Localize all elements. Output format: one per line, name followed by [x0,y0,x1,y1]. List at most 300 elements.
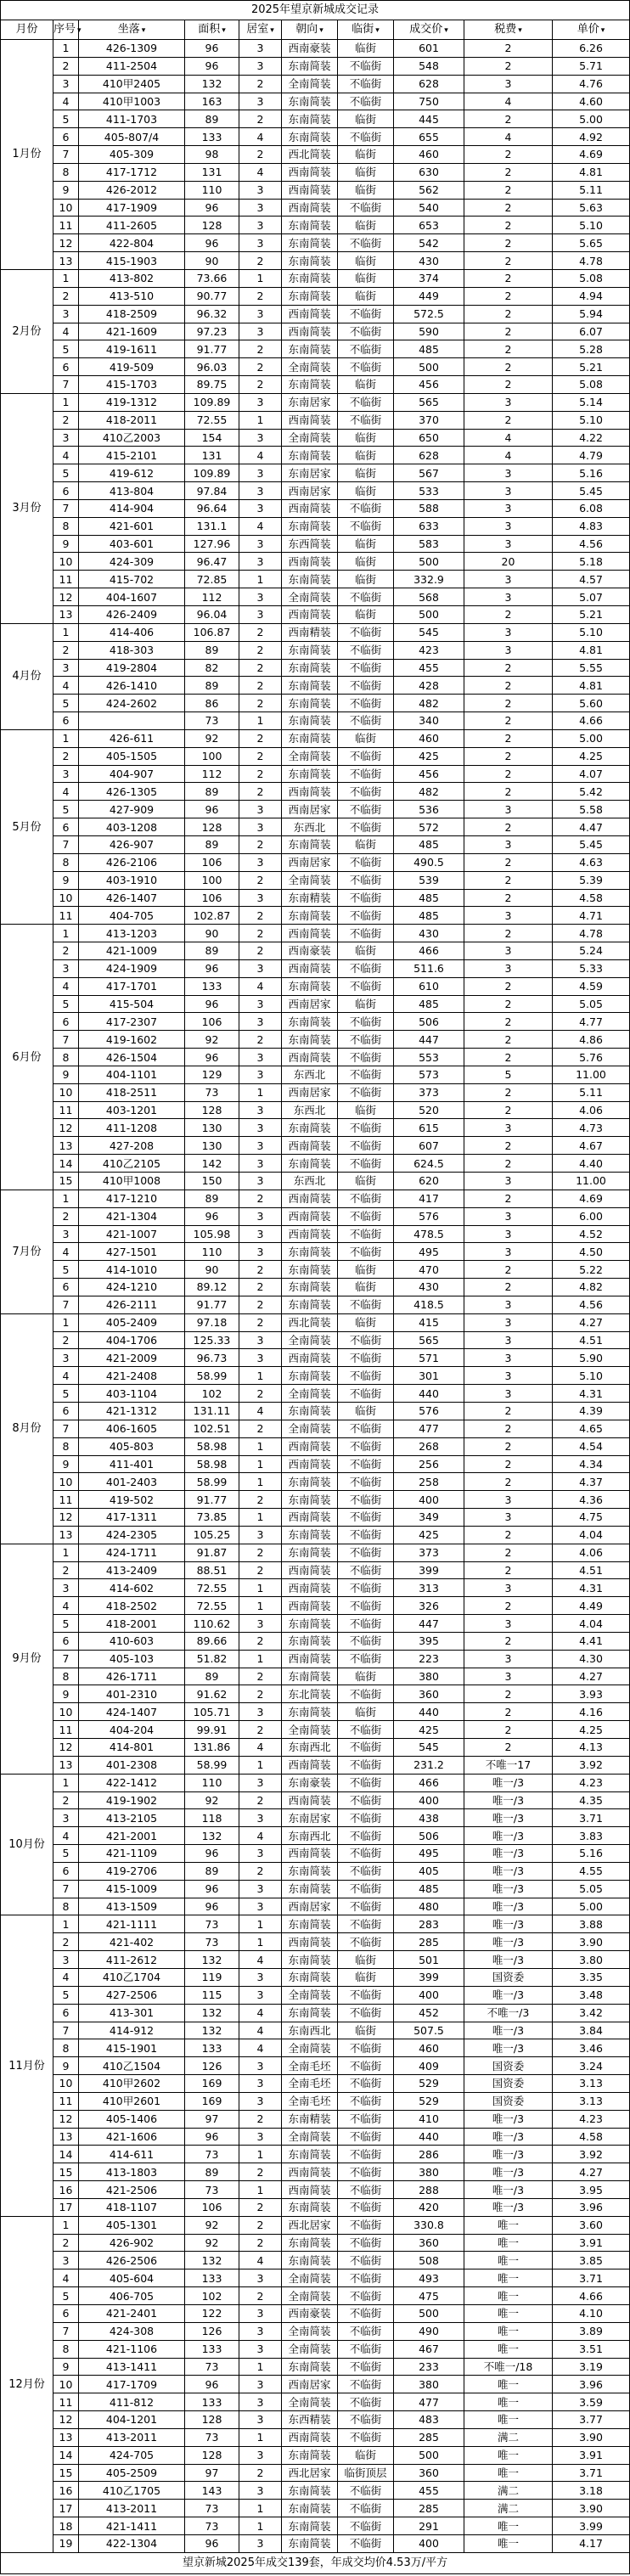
month-cell[interactable]: 11月份 [1,1915,53,2216]
area-cell[interactable]: 105.71 [185,1703,239,1721]
index-cell[interactable]: 7 [53,1880,79,1898]
rooms-cell[interactable]: 1 [239,411,282,429]
orientation-cell[interactable]: 东南简装 [282,977,338,995]
header-location[interactable] [79,20,185,40]
index-cell[interactable]: 17 [53,2500,79,2517]
tax-cell[interactable]: 唯一/3 [464,1986,553,2004]
location-cell[interactable]: 426-2409 [79,606,185,624]
area-cell[interactable]: 110.62 [185,1615,239,1633]
street-cell[interactable]: 不临街 [338,623,394,641]
orientation-cell[interactable]: 东南西北 [282,2022,338,2039]
tax-cell[interactable]: 3 [464,75,553,93]
location-cell[interactable]: 419-509 [79,358,185,376]
orientation-cell[interactable]: 东南简装 [282,1668,338,1685]
location-cell[interactable]: 419-1602 [79,1031,185,1049]
unit-price-cell[interactable]: 3.71 [553,2269,630,2287]
price-cell[interactable]: 548 [394,57,464,75]
unit-price-cell[interactable]: 4.65 [553,1420,630,1437]
street-cell[interactable]: 不临街 [338,2057,394,2075]
price-cell[interactable]: 399 [394,1561,464,1579]
index-cell[interactable]: 10 [53,1473,79,1491]
orientation-cell[interactable]: 东南西北 [282,1739,338,1757]
orientation-cell[interactable]: 东南简装 [282,2534,338,2552]
tax-cell[interactable]: 2 [464,783,553,801]
rooms-cell[interactable]: 1 [239,1509,282,1527]
filter-dropdown-icon[interactable]: ▾ [600,25,605,35]
orientation-cell[interactable]: 东南简装 [282,1862,338,1880]
price-cell[interactable]: 490 [394,2322,464,2340]
unit-price-cell[interactable]: 6.07 [553,323,630,340]
price-cell[interactable]: 460 [394,146,464,164]
index-cell[interactable]: 10 [53,1703,79,1721]
unit-price-cell[interactable]: 5.18 [553,553,630,571]
price-cell[interactable]: 485 [394,340,464,358]
location-cell[interactable]: 403-601 [79,535,185,553]
tax-cell[interactable]: 3 [464,835,553,853]
index-cell[interactable]: 9 [53,2358,79,2376]
orientation-cell[interactable]: 东南简装 [282,641,338,659]
index-cell[interactable]: 8 [53,1898,79,1915]
street-cell[interactable]: 临街 [338,269,394,287]
area-cell[interactable]: 86 [185,695,239,712]
unit-price-cell[interactable]: 4.47 [553,818,630,836]
street-cell[interactable]: 不临街 [338,1243,394,1261]
street-cell[interactable]: 临街 [338,942,394,960]
filter-dropdown-icon[interactable]: ▾ [141,25,146,35]
street-cell[interactable]: 临街 [338,163,394,181]
street-cell[interactable]: 临街 [338,1703,394,1721]
orientation-cell[interactable]: 东南简装 [282,1615,338,1633]
area-cell[interactable]: 105.25 [185,1526,239,1544]
price-cell[interactable]: 440 [394,2128,464,2146]
street-cell[interactable]: 不临街 [338,2128,394,2146]
tax-cell[interactable]: 3 [464,942,553,960]
unit-price-cell[interactable]: 3.46 [553,2039,630,2057]
tax-cell[interactable]: 2 [464,358,553,376]
street-cell[interactable]: 不临街 [338,2039,394,2057]
location-cell[interactable]: 405-1301 [79,2216,185,2234]
month-cell[interactable]: 5月份 [1,729,53,924]
orientation-cell[interactable]: 东南简装 [282,1296,338,1313]
street-cell[interactable]: 临街 [338,1402,394,1420]
index-cell[interactable]: 5 [53,1986,79,2004]
unit-price-cell[interactable]: 5.76 [553,1049,630,1066]
tax-cell[interactable]: 4 [464,429,553,447]
location-cell[interactable]: 421-1009 [79,942,185,960]
location-cell[interactable]: 410甲2602 [79,2075,185,2093]
orientation-cell[interactable]: 东南简装 [282,447,338,464]
unit-price-cell[interactable]: 4.31 [553,1579,630,1597]
index-cell[interactable]: 5 [53,464,79,482]
index-cell[interactable]: 3 [53,305,79,323]
index-cell[interactable]: 5 [53,1261,79,1279]
index-cell[interactable]: 8 [53,517,79,535]
area-cell[interactable]: 169 [185,2075,239,2093]
tax-cell[interactable]: 3 [464,641,553,659]
price-cell[interactable]: 223 [394,1650,464,1668]
area-cell[interactable]: 89 [185,1190,239,1207]
orientation-cell[interactable]: 全南简装 [282,2128,338,2146]
orientation-cell[interactable]: 西南简装 [282,2163,338,2181]
unit-price-cell[interactable]: 5.00 [553,110,630,128]
tax-cell[interactable]: 3 [464,1173,553,1190]
street-cell[interactable]: 不临街 [338,1579,394,1597]
unit-price-cell[interactable]: 4.10 [553,2305,630,2323]
location-cell[interactable]: 421-1109 [79,1845,185,1863]
orientation-cell[interactable]: 全南简装 [282,2287,338,2305]
area-cell[interactable]: 131 [185,163,239,181]
tax-cell[interactable]: 唯一/3 [464,2146,553,2163]
tax-cell[interactable]: 3 [464,1296,553,1313]
price-cell[interactable]: 477 [394,1420,464,1437]
unit-price-cell[interactable]: 3.90 [553,2500,630,2517]
orientation-cell[interactable]: 全南毛坯 [282,2057,338,2075]
area-cell[interactable]: 82 [185,659,239,677]
location-cell[interactable]: 410乙1704 [79,1968,185,1986]
price-cell[interactable]: 417 [394,1190,464,1207]
orientation-cell[interactable]: 东南简装 [282,729,338,747]
unit-price-cell[interactable]: 3.89 [553,2322,630,2340]
street-cell[interactable]: 不临街 [338,1986,394,2004]
location-cell[interactable]: 411-1703 [79,110,185,128]
street-cell[interactable]: 不临街 [338,1774,394,1791]
header-rooms[interactable] [239,20,282,40]
price-cell[interactable]: 291 [394,2517,464,2535]
tax-cell[interactable]: 3 [464,464,553,482]
tax-cell[interactable]: 唯一 [464,2340,553,2358]
rooms-cell[interactable]: 3 [239,889,282,907]
tax-cell[interactable]: 2 [464,729,553,747]
orientation-cell[interactable]: 全南简装 [282,358,338,376]
tax-cell[interactable]: 唯一 [464,2216,553,2234]
index-cell[interactable]: 12 [53,1119,79,1137]
index-cell[interactable]: 7 [53,2322,79,2340]
orientation-cell[interactable]: 东南简装 [282,1544,338,1561]
rooms-cell[interactable]: 2 [239,765,282,783]
street-cell[interactable]: 不临街 [338,853,394,871]
street-cell[interactable]: 不临街 [338,1367,394,1385]
rooms-cell[interactable]: 3 [239,1155,282,1173]
orientation-cell[interactable]: 西南简装 [282,1579,338,1597]
location-cell[interactable]: 410甲2601 [79,2092,185,2110]
index-cell[interactable]: 9 [53,1455,79,1473]
rooms-cell[interactable]: 2 [239,2110,282,2128]
tax-cell[interactable]: 3 [464,499,553,517]
location-cell[interactable]: 417-1909 [79,199,185,217]
filter-dropdown-icon[interactable]: ▾ [77,25,82,35]
orientation-cell[interactable]: 全南简装 [282,1420,338,1437]
location-cell[interactable]: 417-1701 [79,977,185,995]
street-cell[interactable]: 不临街 [338,2305,394,2323]
unit-price-cell[interactable]: 3.24 [553,2057,630,2075]
rooms-cell[interactable]: 3 [239,1137,282,1155]
index-cell[interactable]: 9 [53,181,79,199]
rooms-cell[interactable]: 2 [239,1296,282,1313]
area-cell[interactable]: 133 [185,128,239,146]
unit-price-cell[interactable]: 5.90 [553,1349,630,1367]
tax-cell[interactable]: 2 [464,1739,553,1757]
index-cell[interactable]: 8 [53,1049,79,1066]
location-cell[interactable]: 421-2401 [79,2305,185,2323]
price-cell[interactable]: 340 [394,712,464,730]
street-cell[interactable]: 不临街 [338,1349,394,1367]
street-cell[interactable]: 不临街 [338,1597,394,1615]
location-cell[interactable]: 413-2011 [79,2500,185,2517]
street-cell[interactable]: 临街 [338,535,394,553]
unit-price-cell[interactable]: 4.25 [553,1721,630,1739]
area-cell[interactable]: 130 [185,1119,239,1137]
location-cell[interactable]: 405-103 [79,1650,185,1668]
unit-price-cell[interactable]: 4.81 [553,641,630,659]
rooms-cell[interactable]: 3 [239,1049,282,1066]
unit-price-cell[interactable]: 3.90 [553,2428,630,2446]
orientation-cell[interactable]: 东南简装 [282,677,338,695]
index-cell[interactable]: 5 [53,1615,79,1633]
location-cell[interactable]: 418-2511 [79,1083,185,1101]
rooms-cell[interactable]: 3 [239,181,282,199]
location-cell[interactable]: 415-2101 [79,447,185,464]
area-cell[interactable]: 96.64 [185,499,239,517]
unit-price-cell[interactable]: 4.83 [553,517,630,535]
unit-price-cell[interactable]: 5.14 [553,393,630,411]
unit-price-cell[interactable]: 4.22 [553,429,630,447]
month-cell[interactable]: 7月份 [1,1190,53,1313]
orientation-cell[interactable]: 东南简装 [282,1951,338,1969]
area-cell[interactable]: 92 [185,2216,239,2234]
unit-price-cell[interactable]: 5.08 [553,269,630,287]
street-cell[interactable]: 不临街 [338,1420,394,1437]
street-cell[interactable]: 不临街 [338,1739,394,1757]
price-cell[interactable]: 480 [394,1898,464,1915]
orientation-cell[interactable]: 东西北 [282,1066,338,1083]
location-cell[interactable]: 410乙1705 [79,2482,185,2500]
street-cell[interactable]: 不临街 [338,1437,394,1455]
orientation-cell[interactable]: 东南简装 [282,269,338,287]
index-cell[interactable]: 4 [53,2269,79,2287]
area-cell[interactable]: 132 [185,1827,239,1845]
price-cell[interactable]: 373 [394,1544,464,1561]
rooms-cell[interactable]: 3 [239,1349,282,1367]
index-cell[interactable]: 7 [53,499,79,517]
price-cell[interactable]: 607 [394,1137,464,1155]
rooms-cell[interactable]: 3 [239,2393,282,2411]
orientation-cell[interactable]: 西南简装 [282,783,338,801]
location-cell[interactable]: 403-1910 [79,871,185,889]
location-cell[interactable]: 413-1803 [79,2163,185,2181]
index-cell[interactable]: 13 [53,1137,79,1155]
location-cell[interactable]: 405-803 [79,1437,185,1455]
price-cell[interactable]: 285 [394,2428,464,2446]
unit-price-cell[interactable]: 5.16 [553,464,630,482]
index-cell[interactable]: 6 [53,2305,79,2323]
tax-cell[interactable]: 国资委 [464,2057,553,2075]
location-cell[interactable]: 419-2804 [79,659,185,677]
street-cell[interactable]: 不临街 [338,2428,394,2446]
orientation-cell[interactable]: 西南居家 [282,995,338,1013]
unit-price-cell[interactable]: 5.94 [553,305,630,323]
rooms-cell[interactable]: 3 [239,2057,282,2075]
street-cell[interactable]: 不临街 [338,75,394,93]
area-cell[interactable]: 109.89 [185,393,239,411]
unit-price-cell[interactable]: 6.08 [553,499,630,517]
location-cell[interactable]: 413-2011 [79,2428,185,2446]
index-cell[interactable]: 11 [53,217,79,234]
location-cell[interactable]: 405-1406 [79,2110,185,2128]
street-cell[interactable]: 临街 [338,429,394,447]
orientation-cell[interactable]: 东南简装 [282,1526,338,1544]
tax-cell[interactable]: 3 [464,1668,553,1685]
filter-dropdown-icon[interactable]: ▾ [270,25,274,35]
street-cell[interactable]: 临街 [338,1313,394,1331]
orientation-cell[interactable]: 西南简装 [282,1437,338,1455]
index-cell[interactable]: 1 [53,1774,79,1791]
area-cell[interactable]: 150 [185,1173,239,1190]
street-cell[interactable]: 不临街 [338,712,394,730]
tax-cell[interactable]: 3 [464,801,553,818]
street-cell[interactable]: 不临街 [338,2269,394,2287]
tax-cell[interactable]: 不唯一17 [464,1756,553,1774]
tax-cell[interactable]: 唯一 [464,2305,553,2323]
location-cell[interactable]: 415-504 [79,995,185,1013]
orientation-cell[interactable]: 西北简装 [282,1313,338,1331]
price-cell[interactable]: 750 [394,93,464,110]
tax-cell[interactable]: 2 [464,1420,553,1437]
unit-price-cell[interactable]: 5.21 [553,358,630,376]
rooms-cell[interactable]: 4 [239,2252,282,2269]
index-cell[interactable]: 10 [53,1083,79,1101]
index-cell[interactable]: 13 [53,1526,79,1544]
price-cell[interactable]: 360 [394,2464,464,2482]
rooms-cell[interactable]: 1 [239,2358,282,2376]
location-cell[interactable]: 426-1305 [79,783,185,801]
header-unit-price[interactable] [553,20,630,40]
price-cell[interactable]: 485 [394,907,464,925]
unit-price-cell[interactable]: 3.42 [553,2004,630,2022]
unit-price-cell[interactable]: 4.49 [553,1597,630,1615]
location-cell[interactable]: 421-601 [79,517,185,535]
unit-price-cell[interactable]: 3.13 [553,2092,630,2110]
index-cell[interactable]: 5 [53,995,79,1013]
location-cell[interactable]: 414-406 [79,623,185,641]
rooms-cell[interactable]: 3 [239,1526,282,1544]
area-cell[interactable]: 106 [185,889,239,907]
area-cell[interactable]: 106 [185,1013,239,1031]
tax-cell[interactable]: 唯一/3 [464,1862,553,1880]
price-cell[interactable]: 460 [394,2039,464,2057]
orientation-cell[interactable]: 东南简装 [282,765,338,783]
price-cell[interactable]: 466 [394,942,464,960]
price-cell[interactable]: 395 [394,1632,464,1650]
area-cell[interactable]: 73.85 [185,1509,239,1527]
unit-price-cell[interactable]: 4.71 [553,907,630,925]
price-cell[interactable]: 590 [394,323,464,340]
tax-cell[interactable]: 2 [464,181,553,199]
area-cell[interactable]: 96 [185,40,239,58]
index-cell[interactable]: 3 [53,75,79,93]
index-cell[interactable]: 6 [53,818,79,836]
street-cell[interactable]: 不临街 [338,818,394,836]
area-cell[interactable]: 163 [185,93,239,110]
tax-cell[interactable]: 2 [464,323,553,340]
unit-price-cell[interactable]: 4.67 [553,1137,630,1155]
price-cell[interactable]: 420 [394,2198,464,2216]
tax-cell[interactable]: 唯一/3 [464,1880,553,1898]
area-cell[interactable]: 96 [185,1049,239,1066]
street-cell[interactable]: 不临街 [338,2376,394,2393]
tax-cell[interactable]: 唯一/3 [464,2110,553,2128]
street-cell[interactable]: 不临街 [338,305,394,323]
area-cell[interactable]: 91.87 [185,1544,239,1561]
tax-cell[interactable]: 不唯一/3 [464,2004,553,2022]
price-cell[interactable]: 620 [394,1173,464,1190]
unit-price-cell[interactable]: 4.73 [553,1119,630,1137]
location-cell[interactable]: 424-308 [79,2322,185,2340]
unit-price-cell[interactable]: 4.75 [553,1509,630,1527]
street-cell[interactable]: 临街 [338,1951,394,1969]
area-cell[interactable]: 96 [185,199,239,217]
location-cell[interactable]: 415-1901 [79,2039,185,2057]
index-cell[interactable]: 6 [53,482,79,500]
rooms-cell[interactable]: 3 [239,1207,282,1225]
price-cell[interactable]: 400 [394,1491,464,1509]
price-cell[interactable]: 573 [394,1066,464,1083]
area-cell[interactable]: 51.82 [185,1650,239,1668]
unit-price-cell[interactable]: 4.57 [553,571,630,588]
unit-price-cell[interactable]: 5.16 [553,1845,630,1863]
rooms-cell[interactable]: 1 [239,1597,282,1615]
location-cell[interactable]: 405-1505 [79,747,185,765]
location-cell[interactable]: 403-1201 [79,1101,185,1119]
street-cell[interactable]: 不临街 [338,1632,394,1650]
rooms-cell[interactable]: 3 [239,606,282,624]
unit-price-cell[interactable]: 3.91 [553,2234,630,2252]
rooms-cell[interactable]: 4 [239,1739,282,1757]
area-cell[interactable]: 125.33 [185,1331,239,1349]
rooms-cell[interactable]: 1 [239,269,282,287]
orientation-cell[interactable]: 西南简装 [282,2428,338,2446]
area-cell[interactable]: 73 [185,2517,239,2535]
street-cell[interactable]: 临街 [338,146,394,164]
unit-price-cell[interactable]: 5.00 [553,729,630,747]
rooms-cell[interactable]: 1 [239,2146,282,2163]
unit-price-cell[interactable]: 4.69 [553,1190,630,1207]
tax-cell[interactable]: 唯一/3 [464,1809,553,1827]
rooms-cell[interactable]: 3 [239,1774,282,1791]
location-cell[interactable]: 421-1304 [79,1207,185,1225]
street-cell[interactable]: 不临街 [338,234,394,252]
index-cell[interactable]: 9 [53,2057,79,2075]
location-cell[interactable]: 426-1309 [79,40,185,58]
area-cell[interactable]: 73 [185,2358,239,2376]
location-cell[interactable]: 418-2001 [79,1615,185,1633]
tax-cell[interactable]: 2 [464,1279,553,1296]
area-cell[interactable]: 91.62 [185,1685,239,1703]
street-cell[interactable]: 不临街 [338,2181,394,2199]
price-cell[interactable]: 572 [394,818,464,836]
street-cell[interactable]: 不临街 [338,1331,394,1349]
street-cell[interactable]: 临街 [338,376,394,394]
street-cell[interactable]: 临街 [338,606,394,624]
orientation-cell[interactable]: 东西北 [282,1173,338,1190]
tax-cell[interactable]: 唯一 [464,2287,553,2305]
price-cell[interactable]: 332.9 [394,571,464,588]
tax-cell[interactable]: 2 [464,199,553,217]
orientation-cell[interactable]: 东南简装 [282,2198,338,2216]
price-cell[interactable]: 425 [394,1721,464,1739]
tax-cell[interactable]: 2 [464,747,553,765]
rooms-cell[interactable]: 2 [239,2234,282,2252]
tax-cell[interactable]: 3 [464,1349,553,1367]
